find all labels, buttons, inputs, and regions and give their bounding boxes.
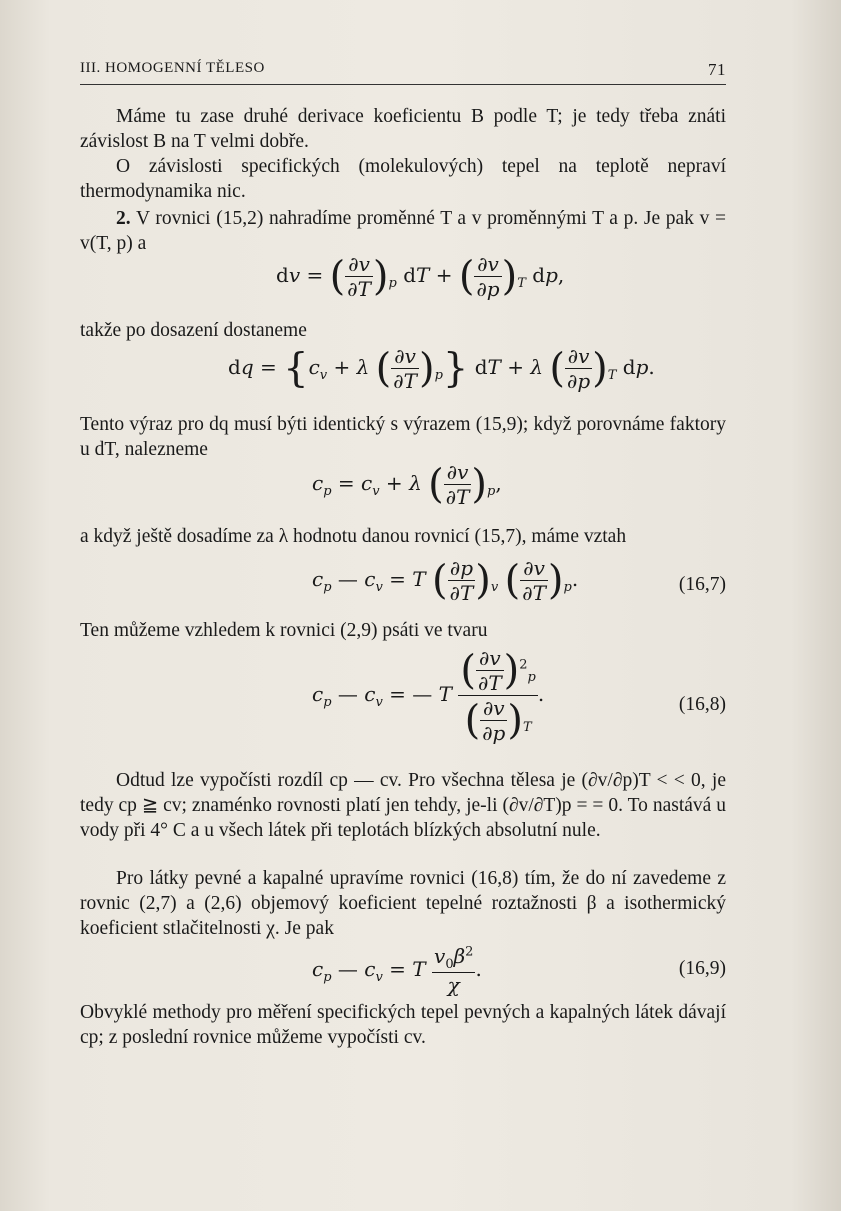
page-number: 71 xyxy=(708,60,726,79)
section-number: 2. xyxy=(116,208,131,229)
equation-number-16-8: (16,8) xyxy=(678,694,726,715)
equation-cp-cv-lambda: $c_p = c_v + \lambda$ ( $\frac{\partial v}{\partial T}$ )$_p$, xyxy=(312,460,502,509)
paragraph-8: Odtud lze vypočísti rozdíl cp — cv. Pro všechna tělesa je (∂v/∂p)T < < 0, je tedy cp ≧ cv; znaménko rovnosti platí jen tehdy, je-li (∂v/∂T)p = = 0. To nastává u vody při 4° C a u všech látek při teplotách blízkých absolutní nule. xyxy=(80,770,726,841)
header-rule xyxy=(80,84,726,85)
paragraph-4: takže po dosazení dostaneme xyxy=(80,320,307,341)
paragraph-5: Tento výraz pro dq musí býti identický s výrazem (15,9); když porovnáme faktory u dT, nalezneme xyxy=(80,414,726,460)
paragraph-7: Ten můžeme vzhledem k rovnici (2,9) psáti ve tvaru xyxy=(80,620,488,641)
equation-16-7: $c_p$ — $c_v = T$ ( $\frac{\partial p}{\partial T}$ )$_v$ ( $\frac{\partial v}{\partial T}$ )$_p$. xyxy=(312,556,579,605)
paragraph-9: Pro látky pevné a kapalné upravíme rovnici (16,8) tím, že do ní zavedeme z rovnic (2,7) a (2,6) objemový koeficient tepelné roztažnosti β a isothermický koeficient stlačitelnosti χ. Je pak xyxy=(80,868,726,939)
equation-dq: dq = {$c_v + \lambda$ ( $\frac{\partial v}{\partial T}$ )$_p$} dT + λ ( $\frac{\partial v}{\partial p}$ )$_T$ dp. xyxy=(228,344,655,393)
paragraph-1: Máme tu zase druhé derivace koeficientu B podle T; je tedy třeba znáti závislost B na T velmi dobře. xyxy=(80,106,726,152)
equation-16-9: $c_p$ — $c_v = T$ $\frac{v_0\beta^2}{\chi}$ . xyxy=(312,944,482,997)
equation-dv: dv = ( $\frac{\partial v}{\partial T}$ )$_p$ dT + ( $\frac{\partial v}{\partial p}$ )$_T$ dp, xyxy=(276,252,565,301)
equation-16-8: $c_p$ — $c_v$ = — T ( $\frac{\partial v}{\partial T}$ )$^2_p$ ( $\frac{\partial v}{\partial p}$ )$_T$ . xyxy=(312,646,545,745)
paragraph-2: O závislosti specifických (molekulových) tepel na teplotě nepraví thermodynamika nic. xyxy=(80,156,726,202)
paragraph-3 xyxy=(80,206,726,256)
chapter-title: III. HOMOGENNÍ TĚLESO xyxy=(80,60,265,76)
paragraph-10: Obvyklé methody pro měření specifických tepel pevných a kapalných látek dávají cp; z poslední rovnice můžeme vypočísti cv. xyxy=(80,1002,726,1048)
equation-number-16-7: (16,7) xyxy=(678,574,726,595)
paragraph-6: a když ještě dosadíme za λ hodnotu danou rovnicí (15,7), máme vztah xyxy=(80,526,627,547)
equation-number-16-9: (16,9) xyxy=(678,958,726,979)
paragraph-3-text: V rovnici (15,2) nahradíme proměnné T a v proměnnými T a p. Je pak v = v(T, p) a xyxy=(80,208,726,254)
